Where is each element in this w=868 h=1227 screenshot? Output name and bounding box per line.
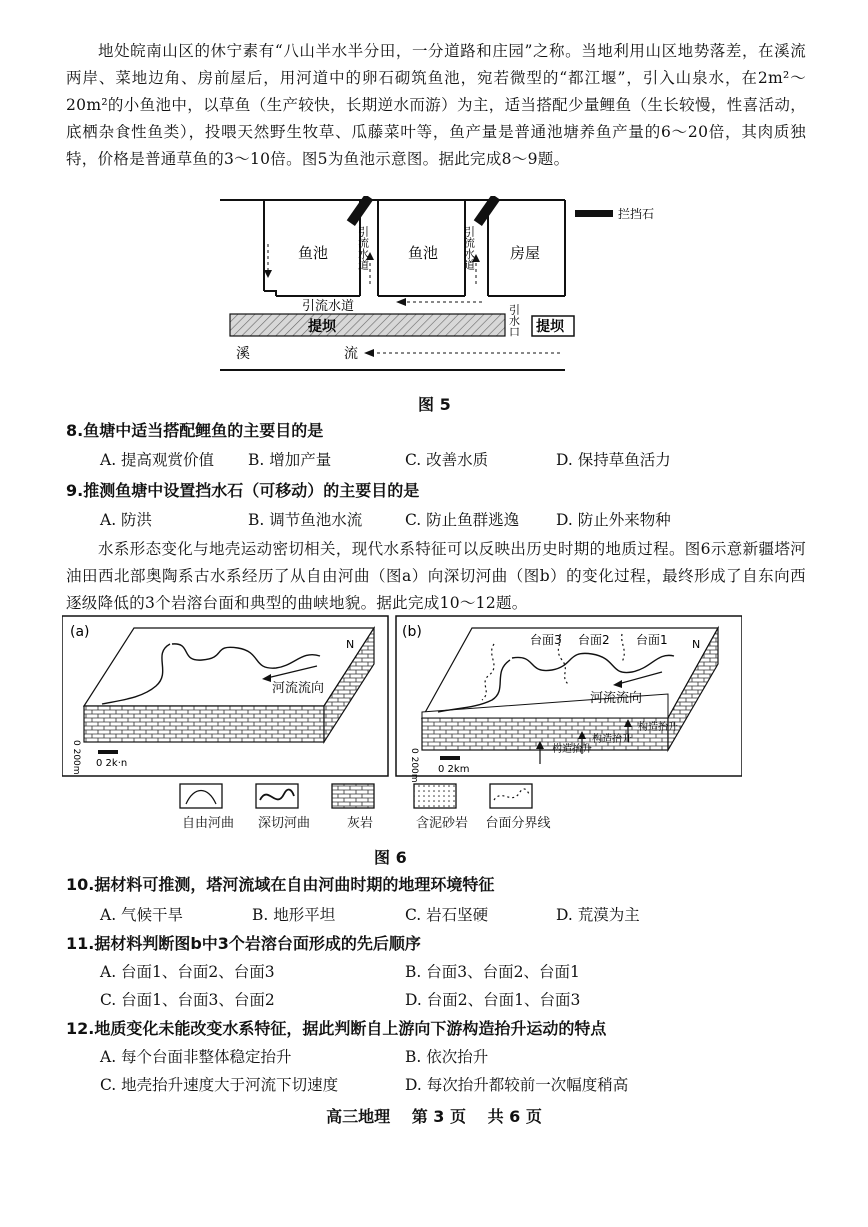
inlet-label: 引水口 [507,304,521,337]
dam-1-label: 提坝 [308,319,336,335]
q12-option-a[interactable]: A. 每个台面非整体稳定抬升 [100,1048,292,1066]
page-footer [0,1104,868,1127]
figure-6-river-diagram [62,614,742,834]
q10-option-c[interactable]: C. 岩石坚硬 [405,906,489,924]
panel-b-flow-label: 河流流向 [590,691,643,706]
q9-option-b[interactable]: B. 调节鱼池水流 [248,511,363,529]
legend-muddy-sandstone-label: 含泥砂岩 [415,816,468,831]
panel-b-vscale: 0 200m [409,748,419,783]
figure-6-caption: 图 6 [374,848,407,867]
legend-free-meander-label: 自由河曲 [181,816,234,831]
pond-1-label: 鱼池 [298,244,329,262]
q10-option-a[interactable]: A. 气候干旱 [100,906,184,924]
legend-terrace-boundary-label: 台面分界线 [485,816,551,831]
q8-option-c[interactable]: C. 改善水质 [405,451,489,469]
panel-a-north-label: N [346,638,355,651]
footer-total-pages: 共 6 页 [487,1107,542,1126]
terrace-3-label: 台面3 [530,633,562,647]
q9-option-d[interactable]: D. 防止外来物种 [556,511,671,529]
legend-incised-meander-label: 深切河曲 [257,816,310,831]
q11-option-c[interactable]: C. 台面1、台面3、台面2 [100,991,275,1009]
legend-limestone-label: 灰岩 [346,816,373,831]
q12-option-b[interactable]: B. 依次抬升 [405,1048,489,1066]
stream-label-b: 流 [344,346,358,362]
channel-vertical-2-label: 引流水道 [462,226,476,270]
uplift-label-1: 构造抬升 [552,744,592,755]
q10-option-b[interactable]: B. 地形平坦 [252,906,336,924]
terrace-1-label: 台面1 [636,633,668,647]
footer-subject: 高三地理 [326,1107,391,1126]
question-12-stem: 12.地质变化未能改变水系特征，据此判断自上游向下游构造抬升运动的特点 [66,1019,607,1038]
channel-horizontal-label: 引流水道 [302,299,355,314]
legend-terrace-boundary-icon [490,784,532,808]
q8-option-b[interactable]: B. 增加产量 [248,451,332,469]
channel-vertical-1-label: 引流水道 [356,226,370,270]
q11-option-a[interactable]: A. 台面1、台面2、台面3 [100,963,275,981]
pond-2-label: 鱼池 [408,244,439,262]
panel-a-hscale: 0 2k·n [96,758,128,769]
intro-paragraph-2: 水系形态变化与地壳运动密切相关，现代水系特征可以反映出历史时期的地质过程。图6示意新疆塔河油田西北部奥陶系古水系经历了从自由河曲（图a）向深切河曲（图b）的变化过程，最终形成了自东向西逐级降低的3个岩溶台面和典型的曲峡地貌。据此完成10～12题。 [66,540,806,612]
question-9-stem: 9.推测鱼塘中设置挡水石（可移动）的主要目的是 [66,481,420,500]
blocking-stone-legend-label: 拦挡石 [618,207,655,221]
panel-b-hscale: 0 2km [438,764,470,775]
panel-a-label: (a) [70,624,90,640]
question-11-stem: 11.据材料判断图b中3个岩溶台面形成的先后顺序 [66,934,421,953]
figure-5-fish-pond-diagram [220,196,680,376]
footer-page-number: 第 3 页 [411,1107,466,1126]
house-label: 房屋 [510,244,541,262]
uplift-label-3: 构造抬升 [638,722,678,733]
question-10-stem: 10.据材料可推测，塔河流域在自由河曲时期的地理环境特征 [66,875,495,894]
figure-5-caption: 图 5 [418,395,451,414]
q9-option-a[interactable]: A. 防洪 [100,511,153,529]
intro-paragraph-1: 地处皖南山区的休宁素有“八山半水半分田，一分道路和庄园”之称。当地利用山区地势落差，在溪流两岸、菜地边角、房前屋后，用河道中的卵石砌筑鱼池，宛若微型的“都江堰”，引入山泉水，在2m²～20m²的小鱼池中，以草鱼（生产较快，长期逆水而游）为主，适当搭配少量鲤鱼（生长较慢，性喜活动，底栖杂食性鱼类），投喂天然野生牧草、瓜藤菜叶等，鱼产量是普通池塘养鱼产量的6～20倍，其肉质独特，价格是普通草鱼的3～10倍。图5为鱼池示意图。据此完成8～9题。 [66,42,806,168]
q12-option-d[interactable]: D. 每次抬升都较前一次幅度稍高 [405,1076,629,1094]
q10-option-d[interactable]: D. 荒漠为主 [556,906,640,924]
q8-option-d[interactable]: D. 保持草鱼活力 [556,451,671,469]
dam-2-label: 提坝 [536,319,564,335]
legend-limestone-icon [332,784,374,808]
q11-option-d[interactable]: D. 台面2、台面1、台面3 [405,991,581,1009]
q12-option-c[interactable]: C. 地壳抬升速度大于河流下切速度 [100,1076,339,1094]
panel-a-vscale: 0 200m [71,740,81,775]
legend-free-meander-icon [180,784,222,808]
panel-b-north-label: N [692,638,701,651]
panel-b-label: (b) [402,624,422,640]
uplift-label-2: 构造抬升 [592,734,632,745]
stream-label-a: 溪 [236,346,250,362]
q9-option-c[interactable]: C. 防止鱼群逃逸 [405,511,520,529]
q11-option-b[interactable]: B. 台面3、台面2、台面1 [405,963,580,981]
legend-muddy-sandstone-icon [414,784,456,808]
panel-a-flow-label: 河流流向 [272,681,325,696]
question-8-stem: 8.鱼塘中适当搭配鲤鱼的主要目的是 [66,421,324,440]
q8-option-a[interactable]: A. 提高观赏价值 [100,451,215,469]
terrace-2-label: 台面2 [578,633,610,647]
blocking-stone-legend-icon [575,210,613,217]
